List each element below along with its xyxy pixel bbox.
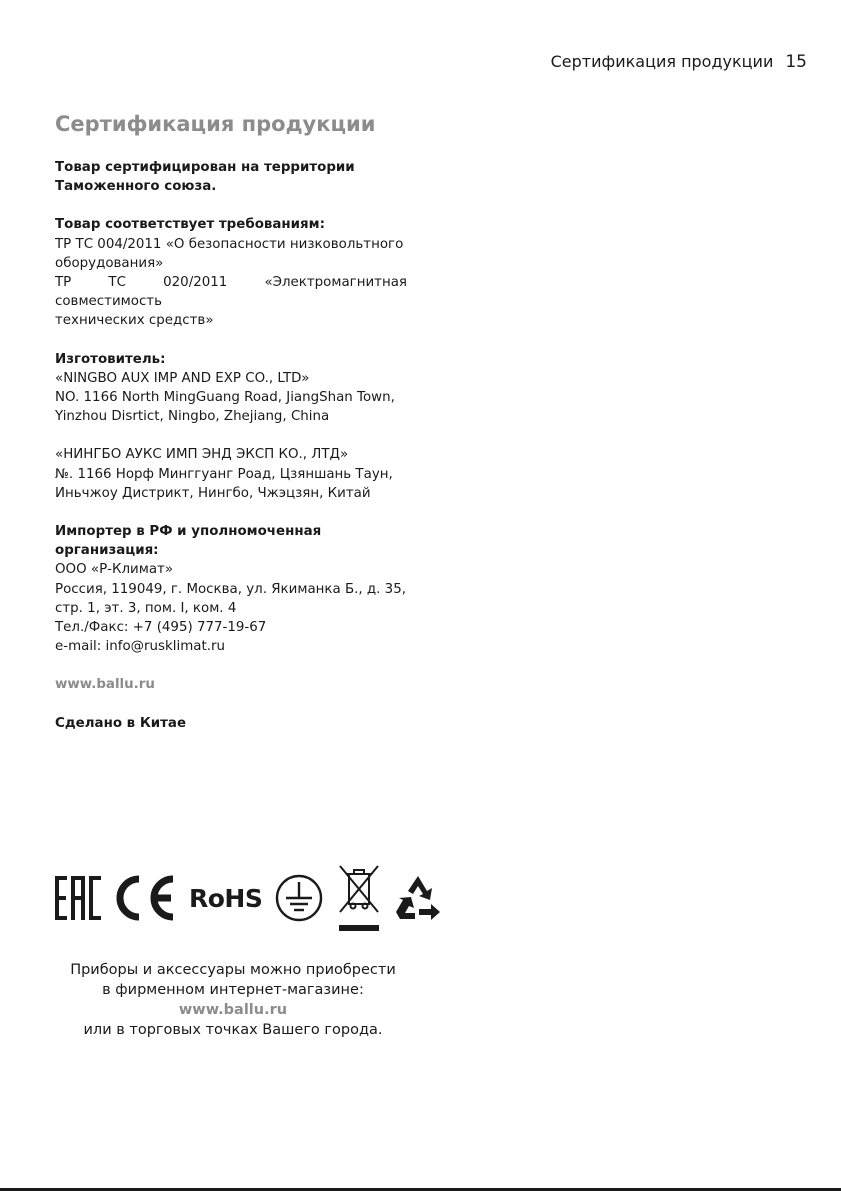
rohs-mark: RoHS — [189, 883, 263, 913]
origin-block — [55, 714, 407, 733]
footer-line-1: Приборы и аксессуары можно приобрести — [70, 962, 396, 978]
standard-2-line-1: ТР ТС 020/2011 «Электромагнитная совместимость — [55, 275, 407, 310]
eac-mark — [55, 875, 101, 921]
conformity-heading: Товар соответствует требованиям: — [55, 217, 325, 233]
certified-line-1: Товар сертифицирован на территории — [55, 160, 355, 175]
importer-heading-2: организация: — [55, 543, 159, 559]
manufacturer-address-ru-2: Иньчжоу Дистрикт, Нингбо, Чжэцзян, Китай — [55, 485, 371, 501]
manufacturer-name-en: «NINGBO AUX IMP AND EXP CO., LTD» — [55, 370, 310, 386]
certified-line-2: Таможенного союза. — [55, 179, 217, 195]
header-section-title: Сертификация продукции — [550, 52, 774, 71]
recycle-icon — [394, 874, 442, 922]
conformity-block — [55, 215, 407, 330]
page-title: Сертификация продукции — [55, 112, 376, 136]
importer-block — [55, 522, 407, 656]
manufacturer-name-ru: «НИНГБО АУКС ИМП ЭНД ЭКСП КО., ЛТД» — [55, 447, 349, 463]
website-link[interactable]: www.ballu.ru — [55, 677, 155, 693]
certification-content — [55, 158, 407, 752]
page-number: 15 — [785, 52, 807, 72]
importer-address-1: Россия, 119049, г. Москва, ул. Якиманка Б., д. 35, — [55, 581, 406, 597]
certification-marks — [55, 862, 442, 934]
importer-phone: Тел./Факс: +7 (495) 777-19-67 — [55, 620, 267, 636]
manufacturer-address-en-1: NO. 1166 North MingGuang Road, JiangShan Town, — [55, 390, 395, 406]
running-header — [551, 52, 807, 72]
importer-company: ООО «Р-Климат» — [55, 562, 174, 578]
ce-mark — [113, 875, 177, 921]
footer-note — [0, 960, 466, 1040]
manufacturer-address-en-2: Yinzhou Disrtict, Ningbo, Zhejiang, China — [55, 409, 330, 425]
made-in-label: Сделано в Китае — [55, 715, 187, 731]
manufacturer-ru-block — [55, 445, 407, 503]
footer-line-2: в фирменном интернет-магазине: — [102, 982, 364, 998]
manufacturer-block — [55, 350, 407, 427]
footer-line-3: или в торговых точках Вашего города. — [83, 1022, 383, 1038]
footer-website-link[interactable]: www.ballu.ru — [178, 1002, 288, 1018]
importer-address-2: стр. 1, эт. 3, пом. I, ком. 4 — [55, 600, 237, 616]
importer-heading-1: Импортер в РФ и уполномоченная — [55, 524, 322, 540]
manufacturer-heading: Изготовитель: — [55, 351, 166, 367]
standard-1-line-1: ТР ТС 004/2011 «О безопасности низковольтного — [55, 236, 404, 252]
standard-2-line-2: технических средств» — [55, 313, 214, 329]
importer-email: e-mail: info@rusklimat.ru — [55, 639, 225, 655]
weee-bin-icon — [336, 862, 382, 934]
ground-symbol — [274, 873, 324, 923]
manufacturer-address-ru-1: №. 1166 Норф Минггуанг Роад, Цзяншань Таун, — [55, 466, 393, 482]
certified-block — [55, 158, 407, 196]
website-block — [55, 675, 407, 694]
standard-1-line-2: оборудования» — [55, 255, 164, 271]
